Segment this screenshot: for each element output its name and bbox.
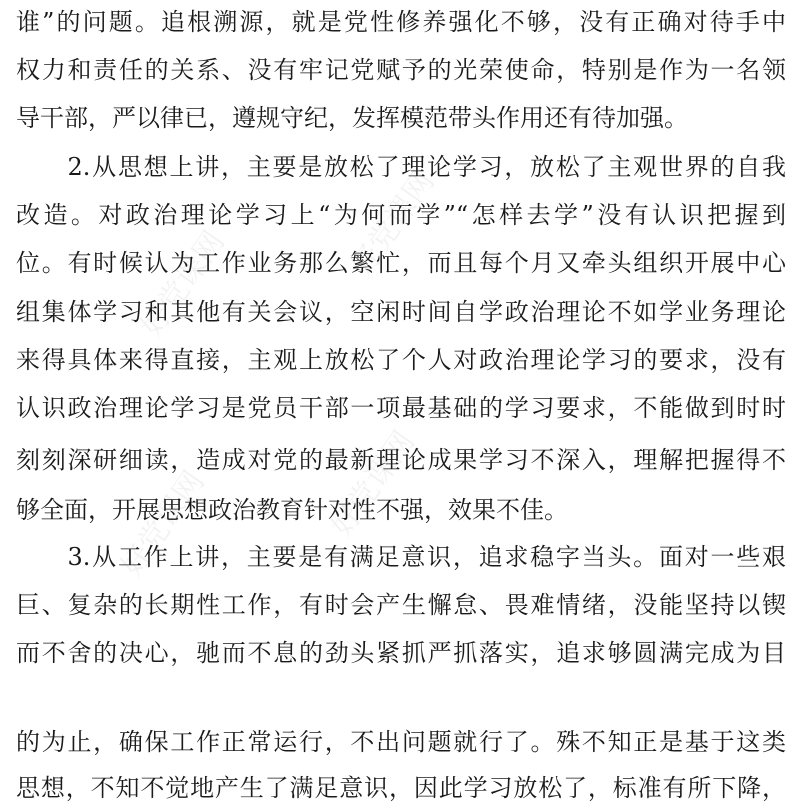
text-line: 3.从工作上讲，主要是有满足意识，追求稳字当头。面对一些艰 bbox=[16, 543, 786, 571]
watermark: 好党课网 bbox=[344, 164, 442, 284]
watermark: 好党课网 bbox=[114, 464, 212, 584]
text-line: 来得具体来得直接，主观上放松了个人对政治理论学习的要求，没有 bbox=[16, 346, 786, 374]
watermark: 好党课网 bbox=[134, 224, 232, 344]
text-line: 组集体学习和其他有关会议，空闲时间自学政治理论不如学业务理论 bbox=[16, 298, 786, 326]
text-line: 认识政治理论学习是党员干部一项最基础的学习要求，不能做到时时 bbox=[16, 394, 786, 422]
text-line: 而不舍的决心，驰而不息的劲头紧抓严抓落实，追求够圆满完成为目 bbox=[16, 639, 786, 667]
text-line: 刻刻深研细读，造成对党的最新理论成果学习不深入，理解把握得不 bbox=[16, 446, 786, 474]
text-line: 思想，不知不觉地产生了满足意识，因此学习放松了，标准有所下降， bbox=[16, 774, 786, 802]
text-line: 的为止，确保工作正常运行，不出问题就行了。殊不知正是基于这类 bbox=[16, 728, 786, 756]
watermark: 好党课网 bbox=[324, 424, 422, 544]
text-line: 谁”的问题。追根溯源，就是党性修养强化不够，没有正确对待手中 bbox=[16, 8, 786, 36]
text-line: 位。有时候认为工作业务那么繁忙，而且每个月又牵头组织开展中心 bbox=[16, 249, 786, 277]
text-line: 巨、复杂的长期性工作，有时会产生懈怠、畏难情绪，没能坚持以锲 bbox=[16, 591, 786, 619]
text-line: 导干部，严以律已，遵规守纪，发挥模范带头作用还有待加强。 bbox=[16, 104, 688, 132]
text-line: 2.从思想上讲，主要是放松了理论学习，放松了主观世界的自我 bbox=[16, 153, 786, 181]
text-line: 权力和责任的关系、没有牢记党赋予的光荣使命，特别是作为一名领 bbox=[16, 56, 786, 84]
text-line: 改造。对政治理论学习上“为何而学”“怎样去学”没有认识把握到 bbox=[16, 201, 786, 229]
text-line: 够全面，开展思想政治教育针对性不强，效果不佳。 bbox=[16, 496, 568, 524]
